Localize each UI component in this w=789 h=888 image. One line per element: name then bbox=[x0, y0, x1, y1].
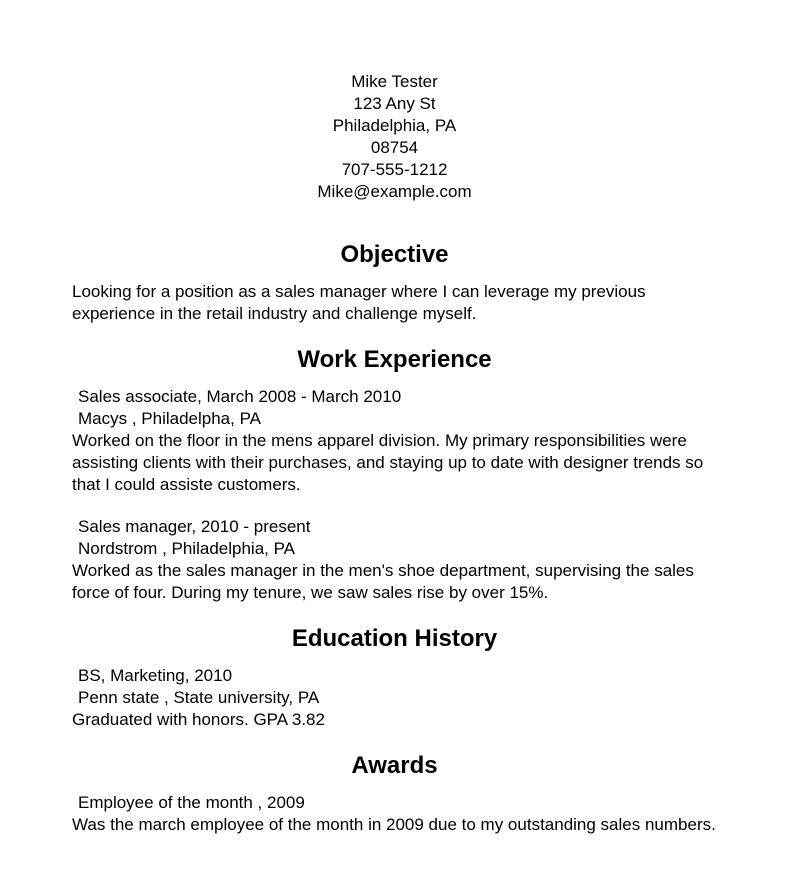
contact-block bbox=[72, 71, 717, 203]
awards-heading: Awards bbox=[351, 752, 438, 779]
section-awards bbox=[72, 752, 717, 836]
job-description: Worked as the sales manager in the men's shoe department, supervising the sales force of four. During my tenure, we saw sales rise by over 15%. bbox=[72, 561, 694, 602]
award-title-line: Employee of the month , 2009 bbox=[78, 793, 305, 812]
education-history-heading: Education History bbox=[291, 625, 498, 652]
section-objective bbox=[72, 241, 717, 325]
job-entry bbox=[72, 516, 717, 604]
job-company-line: Macys , Philadelpha, PA bbox=[78, 409, 261, 428]
job-title-line: Sales associate, March 2008 - March 2010 bbox=[78, 387, 402, 406]
job-description: Worked on the floor in the mens apparel division. My primary responsibilities were assisting clients with their purchases, and staying up to date with designer trends so that I could assiste customers. bbox=[72, 431, 704, 494]
contact-phone: 707-555-1212 bbox=[341, 160, 448, 179]
work-experience-heading: Work Experience bbox=[297, 346, 492, 373]
education-school-line: Penn state , State university, PA bbox=[78, 688, 320, 707]
award-description: Was the march employee of the month in 2009 due to my outstanding sales numbers. bbox=[72, 815, 716, 834]
objective-text: Looking for a position as a sales manager where I can leverage my previous experience in the retail industry and challenge myself. bbox=[72, 282, 646, 323]
contact-street: 123 Any St bbox=[353, 94, 436, 113]
education-note-line: Graduated with honors. GPA 3.82 bbox=[72, 710, 325, 729]
contact-zip: 08754 bbox=[370, 138, 419, 157]
job-entry bbox=[72, 386, 717, 496]
education-entry bbox=[72, 665, 717, 731]
contact-city-state: Philadelphia, PA bbox=[332, 116, 457, 135]
section-work-experience bbox=[72, 346, 717, 604]
job-title-line: Sales manager, 2010 - present bbox=[78, 517, 311, 536]
contact-name: Mike Tester bbox=[351, 72, 438, 91]
objective-heading: Objective bbox=[340, 241, 449, 268]
contact-email: Mike@example.com bbox=[317, 182, 472, 201]
award-entry bbox=[72, 792, 717, 836]
job-company-line: Nordstrom , Philadelphia, PA bbox=[78, 539, 296, 558]
resume-content bbox=[72, 71, 717, 836]
section-education-history bbox=[72, 625, 717, 731]
education-degree-line: BS, Marketing, 2010 bbox=[78, 666, 233, 685]
